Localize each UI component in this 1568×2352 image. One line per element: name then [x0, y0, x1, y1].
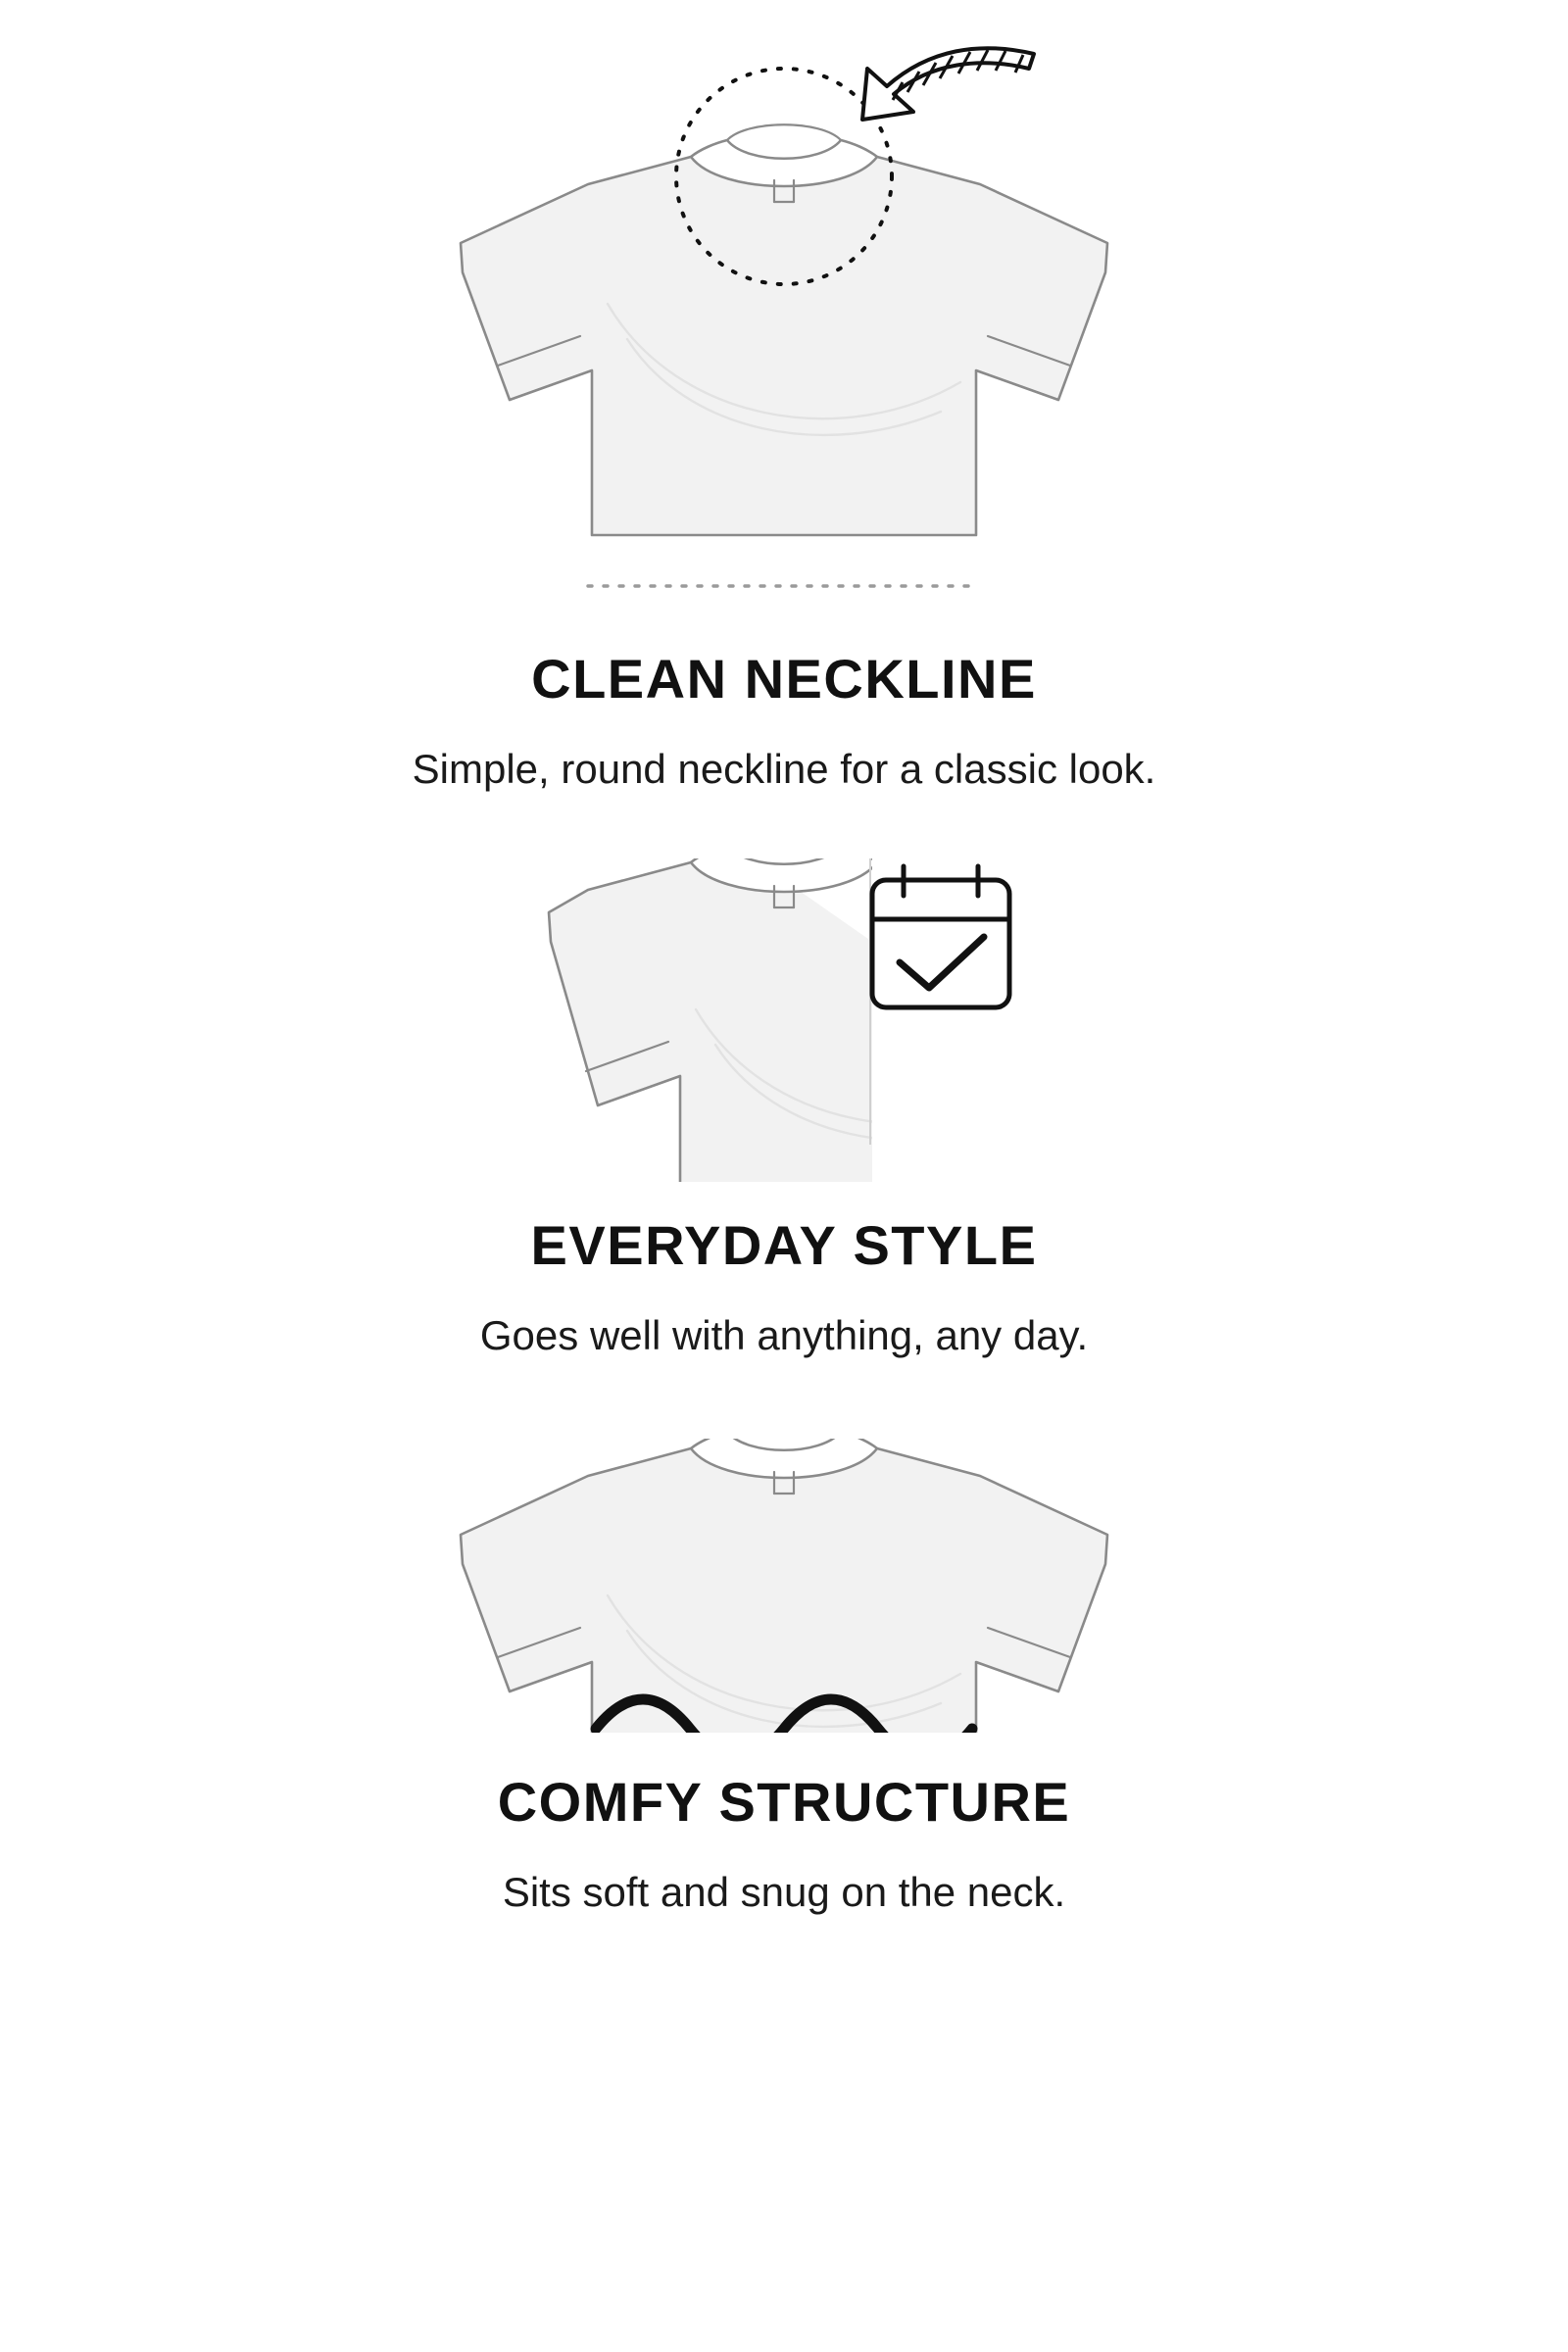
calendar-check-icon: [872, 866, 1009, 1007]
feature-illustration-everyday-style: [0, 858, 1568, 1182]
feature-description: Goes well with anything, any day.: [479, 1311, 1089, 1358]
feature-block-clean-neckline: [0, 10, 1568, 796]
feature-title: CLEAN NECKLINE: [531, 648, 1037, 710]
feature-title: COMFY STRUCTURE: [497, 1771, 1071, 1834]
feature-block-comfy-structure: [0, 1439, 1568, 1919]
tshirt-front-illustration-2: [0, 1439, 1568, 1733]
tshirt-front-illustration: [0, 10, 1568, 608]
feature-description: Sits soft and snug on the neck.: [502, 1868, 1066, 1915]
feature-illustration-comfy-structure: [0, 1439, 1568, 1733]
tshirt-angled-illustration: [0, 858, 1568, 1182]
hand-drawn-arrow-icon: [862, 48, 1034, 120]
feature-block-everyday-style: [0, 858, 1568, 1362]
feature-description: Simple, round neckline for a classic look.: [412, 745, 1156, 792]
feature-title: EVERYDAY STYLE: [530, 1214, 1038, 1277]
feature-illustration-clean-neckline: [0, 10, 1568, 608]
